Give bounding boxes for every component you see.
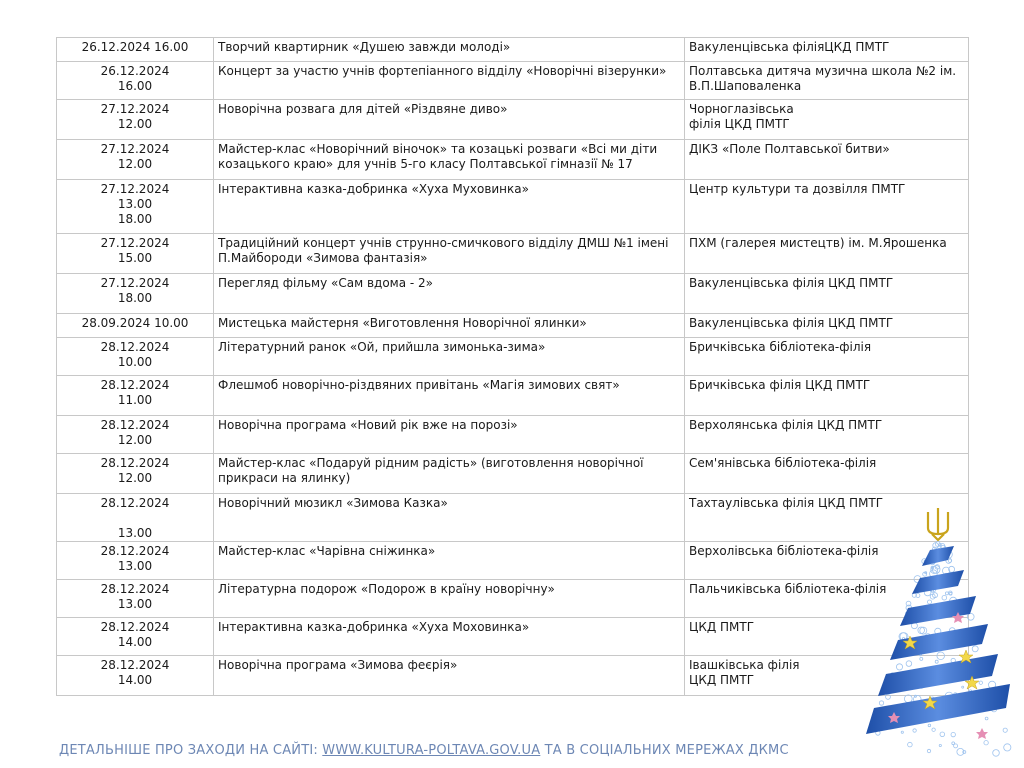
- event-title: Літературна подорож «Подорож в країну новорічну»: [214, 580, 685, 618]
- event-venue: Бричківська філія ЦКД ПМТГ: [685, 376, 969, 416]
- event-title: Майстер-клас «Чарівна сніжинка»: [214, 542, 685, 580]
- table-row: [57, 140, 969, 180]
- event-date: 28.09.2024 10.00: [57, 314, 214, 338]
- event-date: 28.12.2024 11.00: [57, 376, 214, 416]
- event-title: Новорічна розвага для дітей «Різдвяне диво»: [214, 100, 685, 140]
- event-venue: Вакуленцівська філія ЦКД ПМТГ: [685, 314, 969, 338]
- event-date: 28.12.2024 12.00: [57, 454, 214, 494]
- event-venue: ДІКЗ «Поле Полтавської битви»: [685, 140, 969, 180]
- event-venue: Івашківська філія ЦКД ПМТГ: [685, 656, 969, 696]
- table-row: [57, 618, 969, 656]
- event-title: Концерт за участю учнів фортепіанного відділу «Новорічні візерунки»: [214, 62, 685, 100]
- event-date: 28.12.2024 12.00: [57, 416, 214, 454]
- event-date: 27.12.2024 12.00: [57, 140, 214, 180]
- table-row: [57, 454, 969, 494]
- event-title: Новорічна програма «Зимова феєрія»: [214, 656, 685, 696]
- event-venue: Центр культури та дозвілля ПМТГ: [685, 180, 969, 234]
- event-venue: Сем'янівська бібліотека-філія: [685, 454, 969, 494]
- event-title: Творчий квартирник «Душею завжди молоді»: [214, 38, 685, 62]
- event-venue: Верхолянська філія ЦКД ПМТГ: [685, 416, 969, 454]
- event-venue: Чорноглазівська філія ЦКД ПМТГ: [685, 100, 969, 140]
- event-venue: Тахтаулівська філія ЦКД ПМТГ: [685, 494, 969, 542]
- event-title: Новорічна програма «Новий рік вже на порозі»: [214, 416, 685, 454]
- table-row: [57, 314, 969, 338]
- table-row: [57, 494, 969, 542]
- event-title: Інтерактивна казка-добринка «Хуха Моховинка»: [214, 618, 685, 656]
- event-venue: Верхолівська бібліотека-філія: [685, 542, 969, 580]
- event-venue: ПХМ (галерея мистецтв) ім. М.Ярошенка: [685, 234, 969, 274]
- footer-suffix: ТА В СОЦІАЛЬНИХ МЕРЕЖАХ ДКМС: [540, 743, 789, 758]
- table-row: [57, 580, 969, 618]
- event-date: 28.12.2024 14.00: [57, 618, 214, 656]
- event-title: Перегляд фільму «Сам вдома - 2»: [214, 274, 685, 314]
- event-title: Майстер-клас «Подаруй рідним радість» (виготовлення новорічної прикраси на ялинку): [214, 454, 685, 494]
- event-venue: Бричківська бібліотека-філія: [685, 338, 969, 376]
- event-venue: Полтавська дитяча музична школа №2 ім. В.П.Шаповаленка: [685, 62, 969, 100]
- table-row: [57, 62, 969, 100]
- events-table: [56, 37, 969, 696]
- footer-prefix: ДЕТАЛЬНІШЕ ПРО ЗАХОДИ НА САЙТІ:: [59, 743, 323, 758]
- event-date: 27.12.2024 15.00: [57, 234, 214, 274]
- trident-icon: [928, 508, 948, 540]
- event-date: 26.12.2024 16.00: [57, 38, 214, 62]
- event-venue: Пальчиківська бібліотека-філія: [685, 580, 969, 618]
- table-row: [57, 542, 969, 580]
- event-title: Інтерактивна казка-добринка «Хуха Муховинка»: [214, 180, 685, 234]
- table-row: [57, 376, 969, 416]
- table-row: [57, 234, 969, 274]
- event-venue: Вакуленцівська філія ЦКД ПМТГ: [685, 274, 969, 314]
- event-venue: Вакуленцівська філіяЦКД ПМТГ: [685, 38, 969, 62]
- event-date: 28.12.2024 13.00: [57, 542, 214, 580]
- event-date: 28.12.2024 13.00: [57, 580, 214, 618]
- footer-note: [59, 743, 789, 758]
- website-link[interactable]: WWW.KULTURA-POLTAVA.GOV.UA: [322, 743, 541, 758]
- event-title: Новорічний мюзикл «Зимова Казка»: [214, 494, 685, 542]
- event-date: 26.12.2024 16.00: [57, 62, 214, 100]
- table-row: [57, 274, 969, 314]
- event-date: 28.12.2024 14.00: [57, 656, 214, 696]
- table-row: [57, 416, 969, 454]
- event-title: Мистецька майстерня «Виготовлення Новорічної ялинки»: [214, 314, 685, 338]
- table-row: [57, 656, 969, 696]
- christmas-tree-icon: [860, 500, 1020, 762]
- event-date: 27.12.2024 13.00 18.00: [57, 180, 214, 234]
- event-venue: ЦКД ПМТГ: [685, 618, 969, 656]
- event-date: 27.12.2024 12.00: [57, 100, 214, 140]
- event-title: Літературний ранок «Ой, прийшла зимонька-зима»: [214, 338, 685, 376]
- table-row: [57, 180, 969, 234]
- event-date: 28.12.2024 13.00: [57, 494, 214, 542]
- event-title: Флешмоб новорічно-різдвяних привітань «Магія зимових свят»: [214, 376, 685, 416]
- table-row: [57, 38, 969, 62]
- event-title: Традиційний концерт учнів струнно-смичкового відділу ДМШ №1 імені П.Майбороди «Зимова фантазія»: [214, 234, 685, 274]
- event-date: 27.12.2024 18.00: [57, 274, 214, 314]
- event-date: 28.12.2024 10.00: [57, 338, 214, 376]
- event-title: Майстер-клас «Новорічний віночок» та козацькі розваги «Всі ми діти козацького краю» для учнів 5-го класу Полтавської гімназії № 17: [214, 140, 685, 180]
- table-row: [57, 338, 969, 376]
- table-row: [57, 100, 969, 140]
